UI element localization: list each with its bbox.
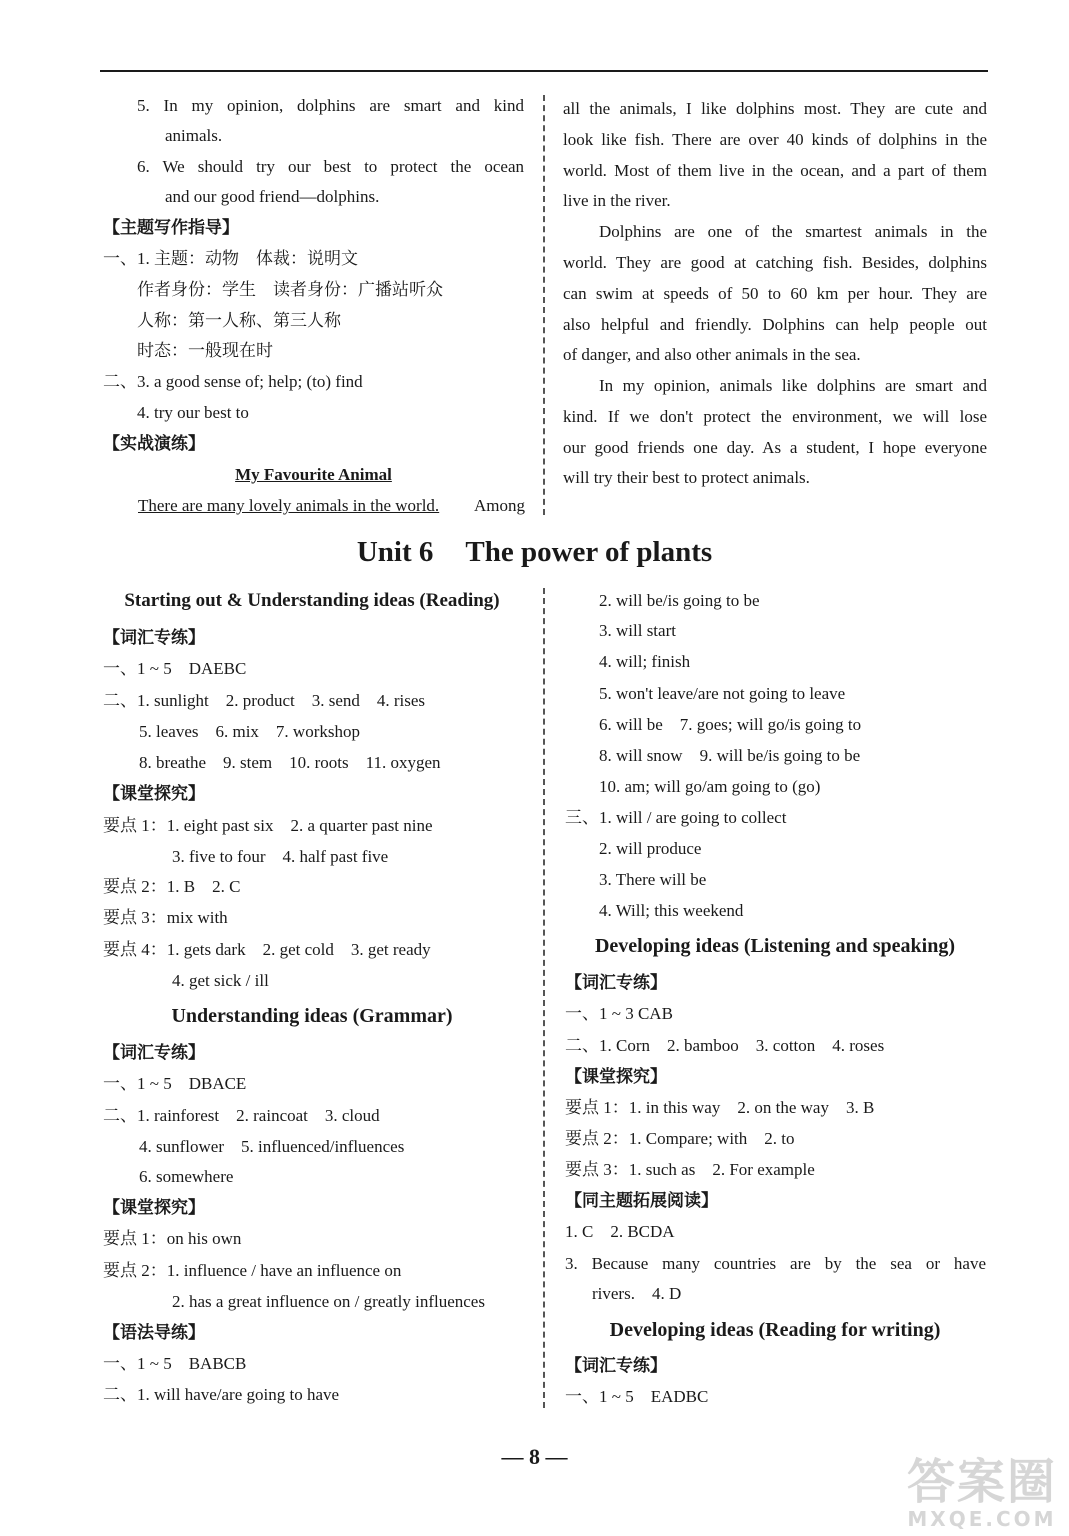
- answer-line: 4. get sick / ill: [172, 971, 269, 990]
- answer-line: 3. Because many countries are by the sea or have: [565, 1254, 986, 1273]
- answer-line: 要点 4：1. gets dark 2. get cold 3. get ready: [103, 940, 431, 959]
- answer-line: 3. There will be: [599, 870, 707, 889]
- essay-line: There are many lovely animals in the world.: [138, 496, 440, 515]
- answer-line: 二、1. sunlight 2. product 3. send 4. rises: [103, 691, 426, 710]
- section-title: Understanding ideas (Grammar): [171, 1005, 453, 1027]
- answer-line: 一、1 ~ 5 DAEBC: [103, 659, 247, 678]
- unit-number: Unit 6: [356, 536, 434, 568]
- answer-line: 4. sunflower 5. influenced/influences: [139, 1137, 405, 1156]
- essay-line: will try their best to protect animals.: [563, 468, 810, 487]
- section-header: 【词汇专练】: [103, 628, 205, 647]
- answer-line: 二、3. a good sense of; help; (to) find: [103, 372, 363, 391]
- answer-line: 要点 2：1. Compare; with 2. to: [565, 1129, 795, 1148]
- answer-line: rivers. 4. D: [592, 1284, 682, 1303]
- essay-title: My Favourite Animal: [235, 465, 392, 484]
- answer-line: and our good friend—dolphins.: [165, 187, 380, 206]
- answer-line: 一、1 ~ 5 BABCB: [103, 1354, 247, 1373]
- section-header: 【主题写作指导】: [103, 218, 239, 237]
- answer-line: 2. has a great influence on / greatly influences: [172, 1292, 485, 1311]
- section-header: 【实战演练】: [103, 434, 205, 453]
- watermark-url: MXQE.COM: [907, 1507, 1057, 1531]
- answer-line: 人称：第一人称、第三人称: [137, 311, 341, 330]
- answer-line: 4. will; finish: [599, 652, 691, 671]
- page-number: — 8 —: [501, 1444, 568, 1469]
- essay-line: can swim at speeds of 50 to 60 km per hour. They are: [563, 284, 987, 303]
- answer-line: 2. will be/is going to be: [599, 591, 760, 610]
- answer-line: 要点 3：1. such as 2. For example: [565, 1160, 815, 1179]
- answer-line: 三、1. will / are going to collect: [565, 808, 787, 827]
- answer-line: animals.: [165, 126, 223, 145]
- answer-line: 6. somewhere: [139, 1167, 234, 1186]
- section-title: Developing ideas (Reading for writing): [609, 1319, 941, 1341]
- watermark-logo: [907, 1456, 1057, 1530]
- answer-line: 一、1 ~ 3 CAB: [565, 1004, 673, 1023]
- answer-line: 二、1. rainforest 2. raincoat 3. cloud: [103, 1106, 380, 1125]
- unit-name: The power of plants: [465, 536, 713, 568]
- answer-line: 4. Will; this weekend: [599, 901, 744, 920]
- top-rule: [100, 70, 988, 72]
- answer-line: 时态：一般现在时: [137, 341, 273, 360]
- answer-line: 二、1. will have/are going to have: [103, 1385, 340, 1404]
- answer-line: 8. will snow 9. will be/is going to be: [599, 746, 861, 765]
- section-header: 【词汇专练】: [103, 1043, 205, 1062]
- section-header: 【词汇专练】: [565, 973, 667, 992]
- watermark-text: 答案圈: [906, 1454, 1057, 1510]
- answer-line: 2. will produce: [599, 839, 702, 858]
- answer-line: 4. try our best to: [137, 403, 249, 422]
- unit-title: [0, 532, 1069, 572]
- essay-line: also helpful and friendly. Dolphins can help people out: [563, 315, 987, 334]
- answer-line: 要点 1：1. in this way 2. on the way 3. B: [565, 1098, 875, 1117]
- answer-line: 一、1. 主题：动物 体裁：说明文: [103, 249, 358, 268]
- answer-line: 要点 2：1. B 2. C: [103, 877, 241, 896]
- answer-line: 二、1. Corn 2. bamboo 3. cotton 4. roses: [565, 1036, 885, 1055]
- column-divider: [543, 588, 545, 1408]
- answer-line: 要点 1：on his own: [103, 1229, 242, 1248]
- answer-line: 1. C 2. BCDA: [565, 1222, 675, 1241]
- answer-line: 3. will start: [599, 621, 676, 640]
- essay-line: all the animals, I like dolphins most. They are cute and: [563, 99, 987, 118]
- answer-line: 作者身份：学生 读者身份：广播站听众: [137, 280, 443, 299]
- essay-line: In my opinion, animals like dolphins are smart and: [599, 376, 987, 395]
- section-header: 【课堂探究】: [103, 784, 205, 803]
- essay-line: live in the river.: [563, 191, 671, 210]
- answer-line: 要点 3：mix with: [103, 908, 228, 927]
- answer-line: 要点 2：1. influence / have an influence on: [103, 1261, 402, 1280]
- section-header: 【词汇专练】: [565, 1356, 667, 1375]
- essay-line: kind. If we don't protect the environment, we will lose: [563, 407, 987, 426]
- essay-line: our good friends one day. As a student, I hope everyone: [563, 438, 987, 457]
- answer-line: 6. will be 7. goes; will go/is going to: [599, 715, 862, 734]
- section-header: 【语法导练】: [103, 1323, 205, 1342]
- column-divider: [543, 95, 545, 515]
- section-header: 【同主题拓展阅读】: [565, 1191, 718, 1210]
- essay-line: of danger, and also other animals in the sea.: [563, 345, 861, 364]
- essay-line: world. Most of them live in the ocean, and a part of them: [563, 161, 987, 180]
- answer-line: 5. leaves 6. mix 7. workshop: [139, 722, 360, 741]
- answer-line: 6. We should try our best to protect the ocean: [137, 157, 524, 176]
- answer-line: 5. won't leave/are not going to leave: [599, 684, 846, 703]
- answer-line: 3. five to four 4. half past five: [172, 847, 389, 866]
- essay-line: world. They are good at catching fish. Besides, dolphins: [563, 253, 987, 272]
- answer-line: 一、1 ~ 5 DBACE: [103, 1074, 247, 1093]
- answer-line: 要点 1：1. eight past six 2. a quarter past nine: [103, 816, 433, 835]
- answer-line: 10. am; will go/am going to (go): [599, 777, 821, 796]
- answer-line: 一、1 ~ 5 EADBC: [565, 1387, 709, 1406]
- essay-line: Dolphins are one of the smartest animals in the: [599, 222, 987, 241]
- answer-line: 5. In my opinion, dolphins are smart and kind: [137, 96, 524, 115]
- section-header: 【课堂探究】: [103, 1198, 205, 1217]
- essay-line: look like fish. There are over 40 kinds of dolphins in the: [563, 130, 987, 149]
- essay-line: Among: [474, 496, 525, 515]
- section-title: Starting out & Understanding ideas (Reading): [124, 590, 500, 611]
- section-title: Developing ideas (Listening and speaking): [594, 935, 956, 957]
- section-header: 【课堂探究】: [565, 1067, 667, 1086]
- answer-line: 8. breathe 9. stem 10. roots 11. oxygen: [139, 753, 441, 772]
